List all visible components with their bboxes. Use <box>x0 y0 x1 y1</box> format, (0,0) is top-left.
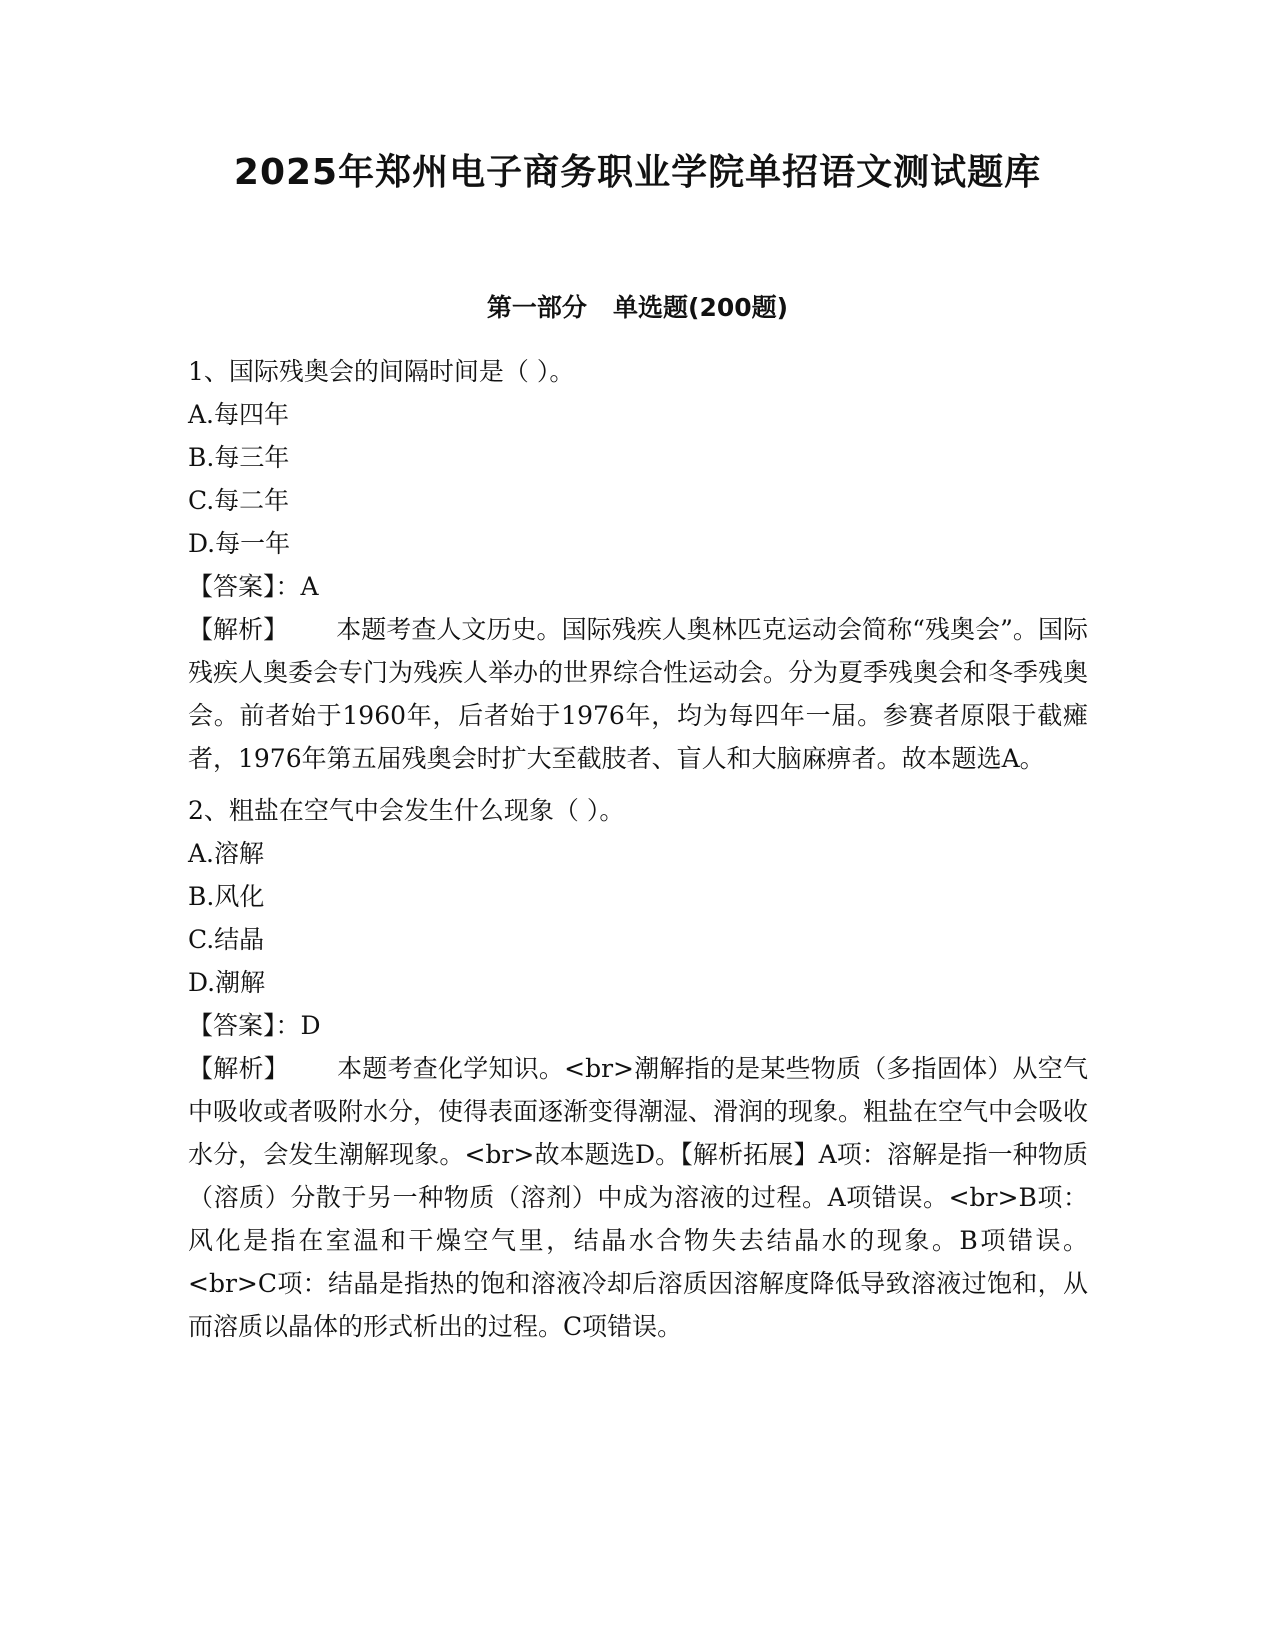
section-title: 第一部分 单选题(200题) <box>486 293 789 322</box>
option-a: A.溶解 <box>188 839 265 868</box>
question-1 <box>188 350 1088 780</box>
answer-value: ：D <box>275 1011 321 1040</box>
question-stem: 2、粗盐在空气中会发生什么现象（ ）。 <box>188 796 625 825</box>
analysis-text: 本题考查人文历史。国际残疾人奥林匹克运动会简称“残奥会”。国际残疾人奥委会专门为残疾人举办的世界综合性运动会。分为夏季残奥会和冬季残奥会。前者始于1960年，后者始于1976年，均为每四年一届。参赛者原限于截瘫者，1976年第五届残奥会时扩大至截肢者、盲人和大脑麻痹者。故本题选A。 <box>188 615 1089 773</box>
question-2 <box>188 789 1088 1348</box>
analysis-paragraph <box>188 1047 1088 1348</box>
analysis-text: 本题考查化学知识。<br>潮解指的是某些物质（多指固体）从空气中吸收或者吸附水分，使得表面逐渐变得潮湿、滑润的现象。粗盐在空气中会吸收水分，会发生潮解现象。<br>故本题选D。【解析拓展】A项：溶解是指一种物质（溶质）分散于另一种物质（溶剂）中成为溶液的过程。A项错误。<br>B项：风化是指在室温和干燥空气里，结晶水合物失去结晶水的现象。B项错误。<br>C项：结晶是指热的饱和溶液冷却后溶质因溶解度降低导致溶液过饱和，从而溶质以晶体的形式析出的过程。C项错误。 <box>188 1054 1089 1341</box>
document-title: 2025年郑州电子商务职业学院单招语文测试题库 <box>233 152 1042 193</box>
option-b: B.风化 <box>188 882 265 911</box>
option-d: D.每一年 <box>188 529 291 558</box>
answer-line <box>188 1004 1088 1047</box>
question-list <box>188 350 1088 1357</box>
answer-tag: 【答案】 <box>188 572 276 601</box>
answer-tag: 【答案】 <box>188 1011 276 1040</box>
option-d: D.潮解 <box>188 968 266 997</box>
option-c: C.结晶 <box>188 925 265 954</box>
question-stem: 1、国际残奥会的间隔时间是（ ）。 <box>188 357 575 386</box>
option-c: C.每二年 <box>188 486 290 515</box>
option-a: A.每四年 <box>188 400 290 429</box>
analysis-paragraph <box>188 608 1088 780</box>
analysis-tag: 【解析】 <box>188 1054 289 1083</box>
analysis-tag: 【解析】 <box>188 615 289 644</box>
option-b: B.每三年 <box>188 443 290 472</box>
answer-line <box>188 565 1088 608</box>
answer-value: ：A <box>275 572 319 601</box>
